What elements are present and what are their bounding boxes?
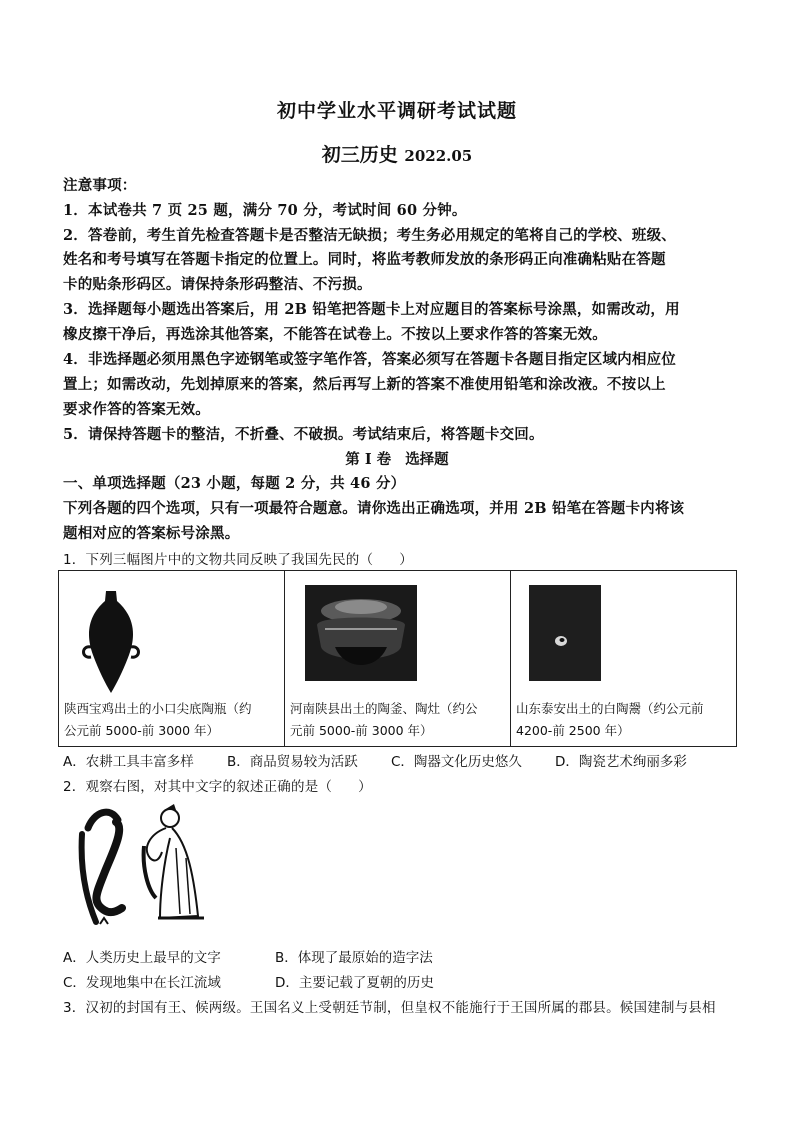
notice-line: 橡皮擦干净后，再选涂其他答案，不能答在试卷上。不按以上要求作答的答案无效。	[63, 326, 607, 343]
notice-line: 卡的贴条形码区。请保持条形码整洁、不污损。	[63, 276, 372, 293]
option-c: C．发现地集中在长江流域	[63, 975, 221, 991]
volume-heading	[0, 448, 794, 469]
subject-label: 初三历史	[321, 144, 398, 166]
question-1-image-table	[58, 570, 737, 747]
option-c: C．陶器文化历史悠久	[391, 754, 522, 770]
notice-line: 3．选择题每小题选出答案后，用 2B 铅笔把答题卡上对应题目的答案标号涂黑，如需改动，用	[63, 301, 680, 318]
image-cell	[285, 571, 511, 747]
exam-title: 初中学业水平调研考试试题	[276, 100, 517, 122]
notice-line: 姓名和考号填写在答题卡指定的位置上。同时，将监考教师发放的条形码正向准确粘贴在答题	[63, 251, 666, 268]
pottery-cooker-image	[305, 585, 417, 681]
question-2-options-row-2	[63, 971, 434, 991]
option-d: D．主要记载了夏朝的历史	[275, 975, 434, 991]
pottery-bottle-image	[71, 585, 151, 695]
white-pottery-vessel-image	[529, 585, 601, 681]
question-1-options	[63, 750, 687, 770]
caption-line: 4200-前 2500 年）	[516, 723, 630, 738]
image-caption	[64, 698, 280, 742]
instructions: 题相对应的答案标号涂黑。	[63, 525, 240, 542]
volume-name: 选择题	[405, 451, 449, 468]
notice-line: 2．答卷前，考生首先检查答题卡是否整洁无缺损；考生务必用规定的笔将自己的学校、班级、	[63, 227, 676, 244]
exam-subtitle	[0, 140, 794, 167]
question-stem-text: 2．观察右图，对其中文字的叙述正确的是（	[63, 779, 333, 795]
question-stem-text: 1．下列三幅图片中的文物共同反映了我国先民的（	[63, 552, 374, 568]
option-b: B．体现了最原始的造字法	[275, 950, 433, 966]
option-d: D．陶瓷艺术绚丽多彩	[555, 754, 687, 770]
volume-title: 第 I 卷	[345, 451, 392, 468]
caption-line: 河南陕县出土的陶釜、陶灶（约公	[290, 701, 478, 716]
notice-line: 1．本试卷共 7 页 25 题，满分 70 分，考试时间 60 分钟。	[63, 202, 467, 219]
notice-line: 5．请保持答题卡的整洁，不折叠、不破损。考试结束后，将答题卡交回。	[63, 426, 544, 443]
question-1-stem	[63, 548, 413, 568]
notice-heading: 注意事项：	[63, 177, 137, 194]
question-3-stem: 3．汉初的封国有王、候两级。王国名义上受朝廷节制，但皇权不能施行于王国所属的郡县。候国建制与县相	[63, 1000, 716, 1016]
instructions: 下列各题的四个选项，只有一项最符合题意。请你选出正确选项，并用 2B 铅笔在答题卡内将该	[63, 500, 685, 517]
caption-line: 陕西宝鸡出土的小口尖底陶瓶（约	[64, 701, 252, 716]
caption-line: 元前 5000-前 3000 年）	[290, 723, 433, 738]
image-cell	[511, 571, 737, 747]
image-cell	[59, 571, 285, 747]
caption-line: 公元前 5000-前 3000 年）	[64, 723, 220, 738]
notice-line: 置上；如需改动，先划掉原来的答案，然后再写上新的答案不准使用铅笔和涂改液。不按以上	[63, 376, 666, 393]
exam-date: 2022.05	[404, 147, 473, 165]
image-caption	[516, 698, 732, 742]
notice-line: 要求作答的答案无效。	[63, 401, 210, 418]
question-2-stem	[63, 775, 372, 795]
option-a: A．人类历史上最早的文字	[63, 950, 221, 966]
question-stem-close: ）	[358, 779, 372, 795]
caption-line: 山东泰安出土的白陶鬶（约公元前	[516, 701, 704, 716]
question-2-options-row-1	[63, 946, 433, 966]
question-stem-close: ）	[399, 552, 413, 568]
oracle-character-and-figure-image	[70, 798, 250, 938]
image-caption	[290, 698, 506, 742]
notice-line: 4．非选择题必须用黑色字迹钢笔或签字笔作答，答案必须写在答题卡各题目指定区域内相应位	[63, 351, 676, 368]
part-title: 一、单项选择题（23 小题，每题 2 分，共 46 分）	[63, 475, 406, 492]
option-a: A．农耕工具丰富多样	[63, 754, 194, 770]
option-b: B．商品贸易较为活跃	[227, 754, 358, 770]
